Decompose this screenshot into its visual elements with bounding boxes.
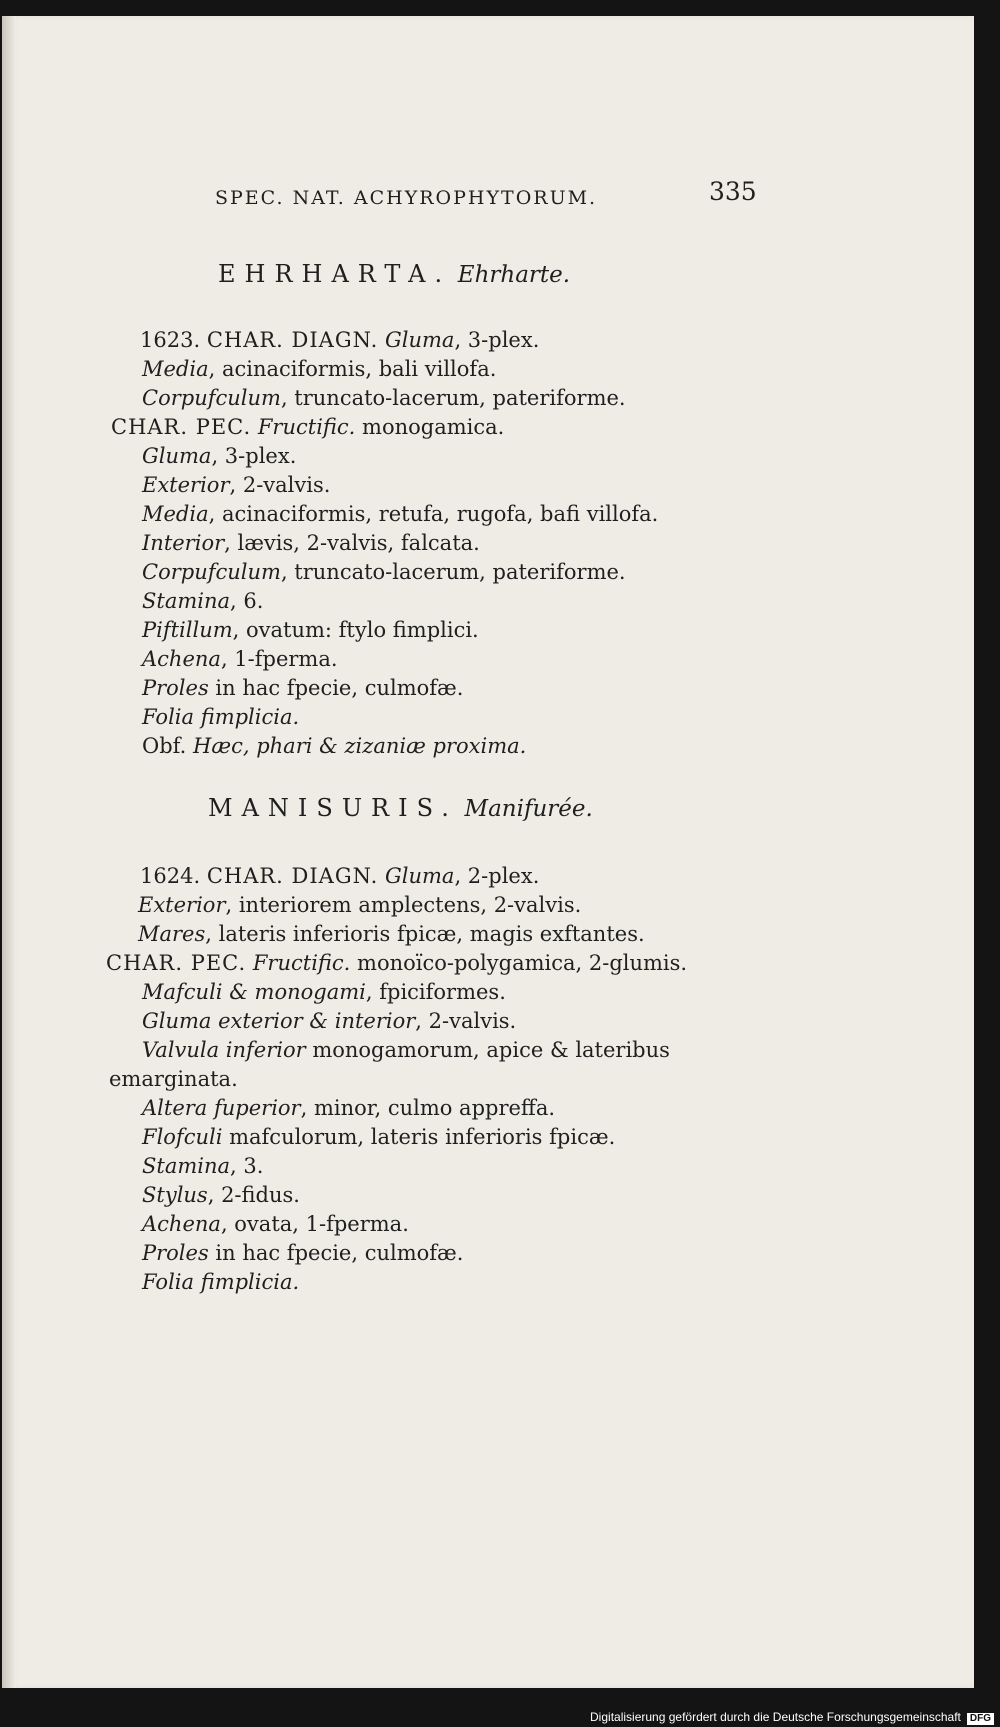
entry-line [111,415,504,439]
entry-line [140,328,539,352]
entry-term: Mares [138,922,206,946]
entry-text: mafculorum, lateris inferioris fpicæ. [222,1125,616,1149]
book-page [2,16,974,1688]
entry-text: in hac fpecie, culmofæ. [208,1241,464,1265]
entry-text: , acinaciformis, bali villofa. [208,357,497,381]
entry-text: , ovatum: ftylo fimplici. [232,618,479,642]
footer-text: Digitalisierung gefördert durch die Deutsche Forschungsgemeinschaft [590,1710,961,1724]
entry-line [142,444,296,468]
running-head: SPEC. NAT. ACHYROPHYTORUM. [215,187,598,209]
genus-name: MANISURIS. [208,794,458,822]
entry-text: , fpiciformes. [365,980,506,1004]
entry-number: 1623. [140,328,201,352]
genus-name: EHRHARTA. [218,260,452,288]
entry-text: , 2-valvis. [415,1009,517,1033]
entry-term: Corpufculum [142,386,281,410]
entry-term: Valvula inferior [142,1038,306,1062]
entry-term: Mafculi & monogami [142,980,366,1004]
entry-text: , 3-plex. [454,328,540,352]
entry-line [142,980,506,1004]
entry-term: Hæc, phari & zizaniæ proxima. [193,734,527,758]
entry-line [142,560,626,584]
genus-heading-manisuris [208,796,593,821]
entry-term: Stylus [142,1183,208,1207]
entry-term: Media [142,357,209,381]
entry-text: , interiorem amplectens, 2-valvis. [225,893,582,917]
entry-text: , 2-plex. [454,864,540,888]
entry-label: CHAR. PEC. [111,415,252,439]
entry-text: , lævis, 2-valvis, falcata. [224,531,480,555]
entry-term: Proles [142,676,209,700]
entry-line [142,1096,555,1120]
entry-term: Achena [142,647,221,671]
entry-line [142,618,479,642]
entry-term: Exterior [138,893,226,917]
entry-text: , lateris inferioris fpicæ, magis exftantes. [205,922,645,946]
entry-term: Gluma [385,864,455,888]
entry-term: Achena [142,1212,221,1236]
entry-label: CHAR. PEC. [106,951,247,975]
entry-line [142,1241,463,1265]
entry-line [138,893,581,917]
entry-number: 1624. [140,864,201,888]
entry-term: Folia fimplicia. [142,1270,300,1294]
entry-text: , 3. [230,1154,264,1178]
entry-text: monoïco-polygamica, 2-glumis. [350,951,688,975]
entry-line [142,502,658,526]
entry-term: Gluma [385,328,455,352]
entry-line [140,864,539,888]
entry-label: CHAR. DIAGN. [206,864,379,888]
entry-text: monogamorum, apice & lateribus [305,1038,670,1062]
entry-line [142,473,330,497]
entry-term: Stamina [142,589,231,613]
entry-text: , 6. [230,589,264,613]
entry-term: Gluma exterior & interior [142,1009,416,1033]
entry-line [142,1212,409,1236]
entry-text: monogamica. [355,415,505,439]
entry-line [142,1270,299,1294]
entry-term: Folia fimplicia. [142,705,300,729]
entry-term: Fructific. [257,415,356,439]
entry-line [142,1154,263,1178]
entry-line [142,1125,615,1149]
entry-term: Proles [142,1241,209,1265]
entry-line [106,951,687,975]
entry-label: CHAR. DIAGN. [206,328,379,352]
entry-term: Media [142,502,209,526]
entry-text: , truncato-lacerum, pateriforme. [280,386,626,410]
entry-text: , 2-fidus. [207,1183,300,1207]
entry-line [142,676,463,700]
entry-line [142,705,299,729]
entry-term: Corpufculum [142,560,281,584]
entry-text: , 3-plex. [211,444,297,468]
dfg-logo: DFG [967,1713,994,1725]
entry-continuation: emarginata. [109,1067,238,1091]
page-gutter [2,16,16,1688]
entry-text: , acinaciformis, retufa, rugofa, bafi villofa. [208,502,659,526]
entry-line [142,357,496,381]
entry-line [138,922,645,946]
entry-term: Exterior [142,473,230,497]
genus-heading-ehrharta [218,262,570,287]
genus-french-name: Manifurée. [464,796,593,822]
entry-term: Fructific. [252,951,351,975]
entry-line [142,647,338,671]
entry-line [142,1009,516,1033]
genus-french-name: Ehrharte. [457,262,571,288]
entry-line [142,531,480,555]
entry-text: , 1-fperma. [220,647,338,671]
entry-line [142,589,263,613]
entry-text: in hac fpecie, culmofæ. [208,676,464,700]
entry-text: , minor, culmo appreffa. [300,1096,556,1120]
entry-line [142,734,526,758]
entry-term: Flofculi [142,1125,223,1149]
entry-text: , ovata, 1-fperma. [220,1212,409,1236]
entry-text: , truncato-lacerum, pateriforme. [280,560,626,584]
entry-line [142,386,626,410]
entry-text: , 2-valvis. [229,473,331,497]
entry-line [142,1183,300,1207]
entry-line [142,1038,670,1062]
entry-term: Stamina [142,1154,231,1178]
entry-term: Altera fuperior [142,1096,301,1120]
entry-term: Gluma [142,444,212,468]
entry-prefix: Obf. [142,734,187,758]
entry-term: Interior [142,531,225,555]
page-number: 335 [709,177,757,206]
digitization-footer [0,1707,1000,1727]
entry-term: Piftillum [142,618,233,642]
